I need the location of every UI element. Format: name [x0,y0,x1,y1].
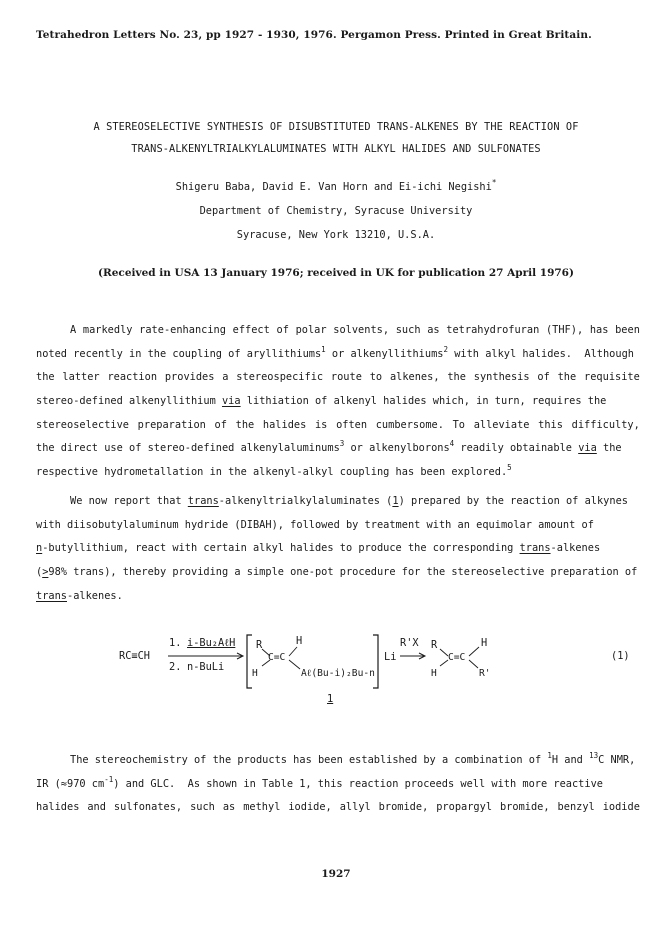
word: preparation [137,418,206,431]
text-run: or alkenyllithiums [325,347,444,360]
p2-line-3 [36,537,640,561]
word: reaction [107,371,158,384]
p3-line-3 [36,796,640,820]
paragraph-3 [36,749,640,820]
product-cc-label: C=C [448,652,466,663]
text-run: ) prepared by the reaction of alkynes [398,495,628,507]
text-run: -alkenes [550,542,601,555]
word: alleviate [473,418,530,431]
intermediate-h-left-label: H [252,668,258,679]
word: the [557,371,577,384]
text-run: -alkenyltrialkylaluminates ( [218,495,393,507]
p1-line-3 [36,366,640,390]
word: To [452,418,466,431]
article-title-line-1: A STEREOSELECTIVE SYNTHESIS OF DISUBSTITUTED TRANS-ALKENES BY THE REACTION OF [93,121,579,133]
text-run: H and [551,754,590,766]
word: allyl [339,801,371,814]
text-run: lithiation of alkenyl halides which, in turn, requires the [240,395,607,408]
word: the [235,418,255,431]
word: and [87,801,106,814]
intermediate-h-top-label: H [296,635,303,647]
word: stereoselective [36,418,129,431]
emphasis-trans: trans [187,495,219,507]
paragraph-2 [36,490,640,608]
word: requisite [584,371,640,384]
text-run: the direct use of stereo-defined alkenylaluminums [36,442,340,455]
word: effect [232,324,270,336]
word: propargyl [436,801,493,814]
text-run: -butyllithium, react with certain alkyl halides to produce the corresponding [42,542,520,555]
word: sulfonates, [113,801,183,814]
intermediate-r-label: R [256,639,263,651]
text-run: the [596,442,622,455]
p2-line-5 [36,585,640,609]
word: rate-enhancing [139,324,226,336]
text-run: We now report that [70,495,188,507]
emphasis-trans: trans [36,589,67,602]
received-dates: (Received in USA 13 January 1976; received in UK for publication 27 April 1976) [98,267,574,279]
word: a [222,371,229,384]
word: the [36,371,55,384]
scheme-reactant: RC≡CH [119,650,150,662]
p3-line-2 [36,773,640,797]
p1-line-5 [36,414,640,438]
corresponding-author-mark: * [491,178,497,187]
p1-line-7 [36,461,640,485]
word: bromide, [378,801,429,814]
p1-line-6 [36,437,640,461]
affiliation-department: Department of Chemistry, Syracuse University [199,205,473,217]
text-run: The stereochemistry of the products has been established by a combination of [70,754,548,766]
article-title-line-2: TRANS-ALKENYLTRIALKYLALUMINATES WITH ALKYL HALIDES AND SULFONATES [131,143,541,155]
scheme-step2-reagent: n-BuLi [187,661,225,673]
p3-line-1 [36,749,640,773]
word: synthesis [473,371,530,384]
emphasis-via: via [578,442,597,455]
text-run: stereo-defined alkenyllithium [36,395,222,408]
emphasis-trans: trans [519,542,551,555]
text-run: with alkyl halides. Although [448,347,634,360]
isotope-superscript: 13 [589,751,599,760]
greater-equal-sign: > [42,566,49,579]
word: tetrahydrofuran [446,324,540,336]
text-run: readily obtainable [454,442,579,455]
equation-number: (1) [611,650,630,662]
word: iodide [602,801,640,814]
text-run: ) and GLC. As shown in Table 1, this reaction proceeds well with more reactive [113,777,603,790]
word: benzyl [557,801,595,814]
p2-line-4 [36,561,640,585]
text-run: ( [36,566,43,579]
text-run: C NMR, [598,754,636,766]
word: difficulty, [571,418,640,431]
exponent-superscript: -1 [104,774,114,784]
word: this [538,418,563,431]
word: bromide, [499,801,550,814]
word: of [214,418,227,431]
intermediate-aluminum-group: Aℓ(Bu-i)₂Bu-n [301,668,375,679]
product-h-top-label: H [481,637,488,649]
author-list [40,178,632,193]
text-run: respective hydrometallation in the alkenyl-alkyl coupling has been explored. [36,466,508,479]
word: (THF), [545,324,584,336]
word: alkenes, [389,371,440,384]
text-run: 98% trans), thereby providing a simple one-pot procedure for the stereoselective preparation of [48,566,638,579]
text-run: or alkenylborons [344,442,450,455]
word: iodide, [288,801,332,814]
word: polar [295,324,327,336]
paragraph-1 [36,319,640,485]
p2-line-1 [36,490,640,514]
product-r-label: R [431,639,438,651]
word: as [427,324,440,336]
product-r-prime-label: R' [479,668,491,679]
reference-marker: 1 [321,344,326,354]
word: latter [62,371,100,384]
word: the [447,371,466,384]
scheme-step1-number: 1. [169,637,182,649]
isotope-superscript: 1 [547,751,552,760]
reference-marker: 4 [449,439,455,449]
scheme-step1-reagent [187,637,235,649]
scheme-step2-number: 2. [169,661,182,673]
product-h-left-label: H [431,668,437,679]
word: stereospecific [236,371,324,384]
word: to [369,371,383,384]
word: of [276,324,289,336]
emphasis-n: n [36,542,43,555]
word: often [336,418,368,431]
word: provides [164,371,215,384]
authors-text: Shigeru Baba, David E. Van Horn and Ei-ichi Negishi [175,181,492,193]
word: methyl [243,801,281,814]
page-number: 1927 [321,868,351,880]
emphasis-via: via [221,395,241,408]
word: has [589,324,609,336]
bracket-left [247,635,252,688]
scheme-reagent-rx: R'X [400,637,419,649]
bracket-right [373,635,378,688]
text-run: -alkenes. [67,589,123,602]
intermediate-cc-label: C=C [268,652,286,663]
p1-line-1 [36,319,640,343]
word: markedly [82,324,133,336]
word: halides [262,418,307,431]
word: such [190,801,215,814]
word: A [70,324,77,336]
reference-marker: 2 [443,344,448,354]
word: cumbersome. [375,418,444,431]
text-run: noted recently in the coupling of aryllithiums [36,347,322,360]
compound-label: 1 [327,693,334,705]
reaction-arrow [168,653,243,659]
word: of [537,371,550,384]
affiliation-address: Syracuse, New York 13210, U.S.A. [236,229,436,241]
compound-number: 1 [392,495,399,507]
p1-line-4 [36,390,640,414]
reference-marker: 5 [507,463,512,473]
word: as [222,801,236,814]
second-arrow [400,653,425,659]
reagent-text: i-Bu₂AℓH [187,637,236,649]
reference-marker: 3 [339,439,345,449]
p2-line-2: with diisobutylaluminum hydride (DIBAH), followed by treatment with an equimolar amount of [36,518,594,531]
journal-header: Tetrahedron Letters No. 23, pp 1927 - 1930, 1976. Pergamon Press. Printed in Great Britain. [36,29,592,41]
word: is [314,418,328,431]
word: such [395,324,421,336]
word: been [615,324,640,336]
word: route [330,371,362,384]
p1-line-2 [36,343,640,367]
word: halides [36,801,80,814]
word: solvents, [333,324,390,336]
counterion-label: Li [384,651,397,663]
text-run: IR (≈970 cm [36,777,105,790]
